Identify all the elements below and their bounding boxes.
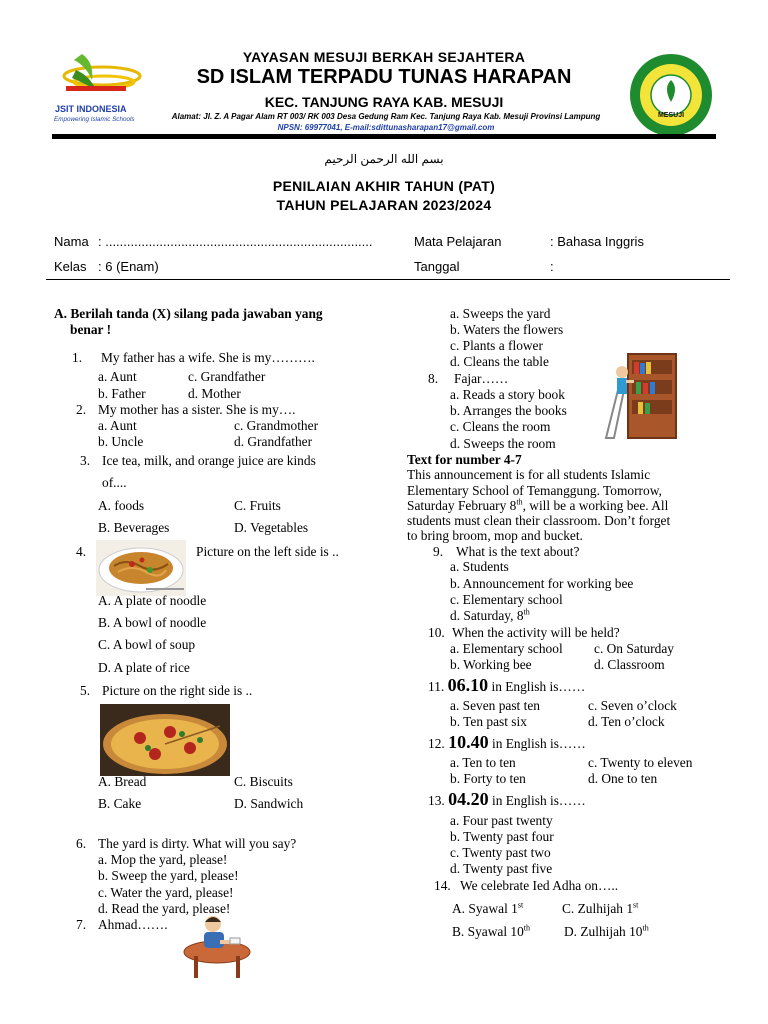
q12-text: in English is…… — [491, 736, 586, 751]
tanggal-label: Tanggal — [414, 259, 460, 274]
q14-option-a-text: A. Syawal 1 — [452, 901, 518, 916]
school-contact: NPSN: 69977041, E-mail:sdittunasharapan17@gmail.com — [277, 123, 495, 132]
q8-option-c[interactable]: c. Cleans the room — [450, 419, 551, 434]
q6-option-a[interactable]: a. Mop the yard, please! — [98, 852, 228, 867]
q12-line — [428, 734, 586, 752]
foundation-name: YAYASAN MESUJI BERKAH SEJAHTERA — [242, 49, 526, 65]
q14-option-b-sup: th — [523, 923, 531, 933]
q3-option-d[interactable]: D. Vegetables — [234, 520, 309, 535]
text-line-4: students must clean their classroom. Don’t forget — [407, 513, 671, 528]
kelas-label: Kelas — [54, 259, 87, 274]
q12-option-b[interactable]: b. Forty to ten — [450, 771, 526, 786]
q14-text: We celebrate Ied Adha on….. — [460, 878, 619, 893]
q5-option-d[interactable]: D. Sandwich — [234, 796, 304, 811]
basmalah: بسم الله الرحمن الرحيم — [324, 152, 444, 166]
boy-arranging-books-image — [600, 350, 680, 442]
q13-line — [428, 791, 586, 809]
q14-option-c[interactable] — [562, 901, 638, 917]
q2-option-a[interactable]: a. Aunt — [98, 418, 137, 433]
mapel-label: Mata Pelajaran — [414, 234, 502, 249]
q13-time: 04.20 — [448, 789, 489, 809]
text-line-3 — [407, 498, 668, 514]
q9-option-d[interactable] — [450, 608, 530, 624]
q9-text: What is the text about? — [456, 544, 580, 559]
q4-option-b[interactable]: B. A bowl of noodle — [98, 615, 207, 630]
q5-option-c[interactable]: C. Biscuits — [234, 774, 293, 789]
q7-text: Ahmad……. — [98, 917, 168, 932]
q11-option-a[interactable]: a. Seven past ten — [450, 698, 540, 713]
header-divider — [52, 134, 716, 139]
q13-option-b[interactable]: b. Twenty past four — [450, 829, 554, 844]
q9-option-c[interactable]: c. Elementary school — [450, 592, 563, 607]
q8-option-b[interactable]: b. Arranges the books — [450, 403, 567, 418]
q14-number: 14. — [434, 878, 451, 893]
q14-option-c-sup: st — [633, 900, 639, 910]
q6-number: 6. — [76, 836, 87, 851]
q6-option-d[interactable]: d. Read the yard, please! — [98, 901, 231, 916]
q11-option-c[interactable]: c. Seven o’clock — [588, 698, 677, 713]
q5-option-b[interactable]: B. Cake — [98, 796, 142, 811]
q3-text: Ice tea, milk, and orange juice are kinds — [102, 453, 316, 468]
q10-number: 10. — [428, 625, 445, 640]
q3-text-cont: of.... — [102, 475, 127, 490]
q5-number: 5. — [80, 683, 91, 698]
q7-number: 7. — [76, 917, 87, 932]
logo-jsit-title: JSIT INDONESIA — [55, 104, 127, 114]
q12-option-c[interactable]: c. Twenty to eleven — [588, 755, 693, 770]
district-name: KEC. TANJUNG RAYA KAB. MESUJI — [264, 94, 504, 110]
q6-option-b[interactable]: b. Sweep the yard, please! — [98, 868, 239, 883]
q9-option-b[interactable]: b. Announcement for working bee — [450, 576, 634, 591]
q14-option-b[interactable] — [452, 924, 530, 940]
q11-option-b[interactable]: b. Ten past six — [450, 714, 527, 729]
q8-option-d[interactable]: d. Sweeps the room — [450, 436, 556, 451]
mapel-value: : Bahasa Inggris — [550, 234, 644, 249]
q1-option-a[interactable]: a. Aunt — [98, 369, 137, 384]
q1-option-b[interactable]: b. Father — [98, 386, 146, 401]
q13-option-d[interactable]: d. Twenty past five — [450, 861, 553, 876]
text-heading: Text for number 4-7 — [407, 452, 522, 467]
info-divider — [46, 279, 730, 280]
q5-option-a[interactable]: A. Bread — [98, 774, 147, 789]
exam-title: PENILAIAN AKHIR TAHUN (PAT) — [272, 178, 496, 194]
q5-text: Picture on the right side is .. — [102, 683, 253, 698]
logo-school-emblem — [628, 52, 714, 138]
q7-option-b[interactable]: b. Waters the flowers — [450, 322, 564, 337]
q7-option-c[interactable]: c. Plants a flower — [450, 338, 543, 353]
q11-option-d[interactable]: d. Ten o’clock — [588, 714, 665, 729]
q12-time: 10.40 — [448, 732, 489, 752]
q6-text: The yard is dirty. What will you say? — [98, 836, 297, 851]
q12-option-a[interactable]: a. Ten to ten — [450, 755, 516, 770]
q7-option-d[interactable]: d. Cleans the table — [450, 354, 549, 369]
q14-option-d-text: D. Zulhijah 10 — [564, 924, 643, 939]
q2-option-c[interactable]: c. Grandmother — [234, 418, 319, 433]
section-a-instruction-2: benar ! — [70, 322, 112, 337]
q3-option-a[interactable]: A. foods — [98, 498, 145, 513]
q14-option-b-text: B. Syawal 10 — [452, 924, 524, 939]
school-address: Alamat: Jl. Z. A Pagar Alam RT 003/ RK 003 Desa Gedung Ram Kec. Tanjung Raya Kab. Mesuji Provinsi Lampung — [171, 112, 601, 121]
q8-option-a[interactable]: a. Reads a story book — [450, 387, 565, 402]
q10-text: When the activity will be held? — [452, 625, 620, 640]
q9-option-d-text: d. Saturday, 8 — [450, 608, 524, 623]
section-a-instruction-1: A. Berilah tanda (X) silang pada jawaban yang — [54, 306, 323, 321]
q14-option-a[interactable] — [452, 901, 523, 917]
logo-school-text: MESUJI — [657, 112, 685, 119]
nama-label: Nama — [54, 234, 89, 249]
q12-number: 12. — [428, 736, 445, 751]
q11-line — [428, 677, 585, 695]
q10-option-a[interactable]: a. Elementary school — [450, 641, 563, 656]
q12-option-d[interactable]: d. One to ten — [588, 771, 658, 786]
q2-number: 2. — [76, 402, 87, 417]
q4-option-d[interactable]: D. A plate of rice — [98, 660, 190, 675]
q4-option-c[interactable]: C. A bowl of soup — [98, 637, 196, 652]
school-name: SD ISLAM TERPADU TUNAS HARAPAN — [196, 66, 572, 88]
q9-option-d-sup: th — [523, 607, 530, 617]
q11-time: 06.10 — [447, 675, 489, 695]
q3-option-b[interactable]: B. Beverages — [98, 520, 170, 535]
q14-option-d[interactable] — [564, 924, 649, 940]
q10-option-c[interactable]: c. On Saturday — [594, 641, 674, 656]
tanggal-value[interactable]: : — [550, 259, 554, 274]
q2-option-b[interactable]: b. Uncle — [98, 434, 144, 449]
q8-text: Fajar…… — [454, 371, 509, 386]
text-line-3-sup: th — [516, 497, 523, 507]
text-line-2: Elementary School of Temanggung. Tomorrow, — [407, 483, 662, 498]
boy-cleaning-table-image — [180, 912, 254, 980]
text-line-1: This announcement is for all students Islamic — [407, 467, 651, 482]
q1-number: 1. — [72, 350, 83, 365]
kelas-value: : 6 (Enam) — [98, 259, 159, 274]
q1-text: My father has a wife. She is my………. — [101, 350, 315, 365]
text-line-3a: Saturday February 8 — [407, 498, 517, 513]
q8-number: 8. — [428, 371, 439, 386]
q7-option-a[interactable]: a. Sweeps the yard — [450, 306, 551, 321]
q4-option-a[interactable]: A. A plate of noodle — [98, 593, 207, 608]
q6-option-c[interactable]: c. Water the yard, please! — [98, 885, 234, 900]
q13-number: 13. — [428, 793, 445, 808]
q4-number: 4. — [76, 544, 87, 559]
exam-year: TAHUN PELAJARAN 2023/2024 — [276, 197, 492, 213]
q14-option-c-text: C. Zulhijah 1 — [562, 901, 634, 916]
q10-option-d[interactable]: d. Classroom — [594, 657, 665, 672]
q4-text: Picture on the left side is .. — [196, 544, 339, 559]
q1-option-c[interactable]: c. Grandfather — [188, 369, 266, 384]
q9-option-a[interactable]: a. Students — [450, 559, 509, 574]
text-line-3b: , will be a working bee. All — [522, 498, 669, 513]
q13-text: in English is…… — [491, 793, 586, 808]
pizza-image — [100, 704, 230, 776]
q9-number: 9. — [433, 544, 444, 559]
q14-option-a-sup: st — [517, 900, 524, 910]
q11-text: in English is…… — [491, 679, 586, 694]
q1-option-d[interactable]: d. Mother — [188, 386, 241, 401]
q14-option-d-sup: th — [642, 923, 649, 933]
q2-option-d[interactable]: d. Grandfather — [234, 434, 313, 449]
q3-number: 3. — [80, 453, 91, 468]
q11-number: 11. — [428, 679, 445, 694]
q13-option-c[interactable]: c. Twenty past two — [450, 845, 551, 860]
q2-text: My mother has a sister. She is my…. — [98, 402, 296, 417]
q13-option-a[interactable]: a. Four past twenty — [450, 813, 553, 828]
nama-value[interactable]: : .......................................................................... — [98, 234, 373, 249]
logo-jsit-tagline: Empowering Islamic Schools — [54, 116, 135, 123]
text-line-5: to bring broom, mop and bucket. — [407, 528, 583, 543]
q3-option-c[interactable]: C. Fruits — [234, 498, 281, 513]
noodle-plate-image — [96, 540, 186, 596]
q10-option-b[interactable]: b. Working bee — [450, 657, 532, 672]
